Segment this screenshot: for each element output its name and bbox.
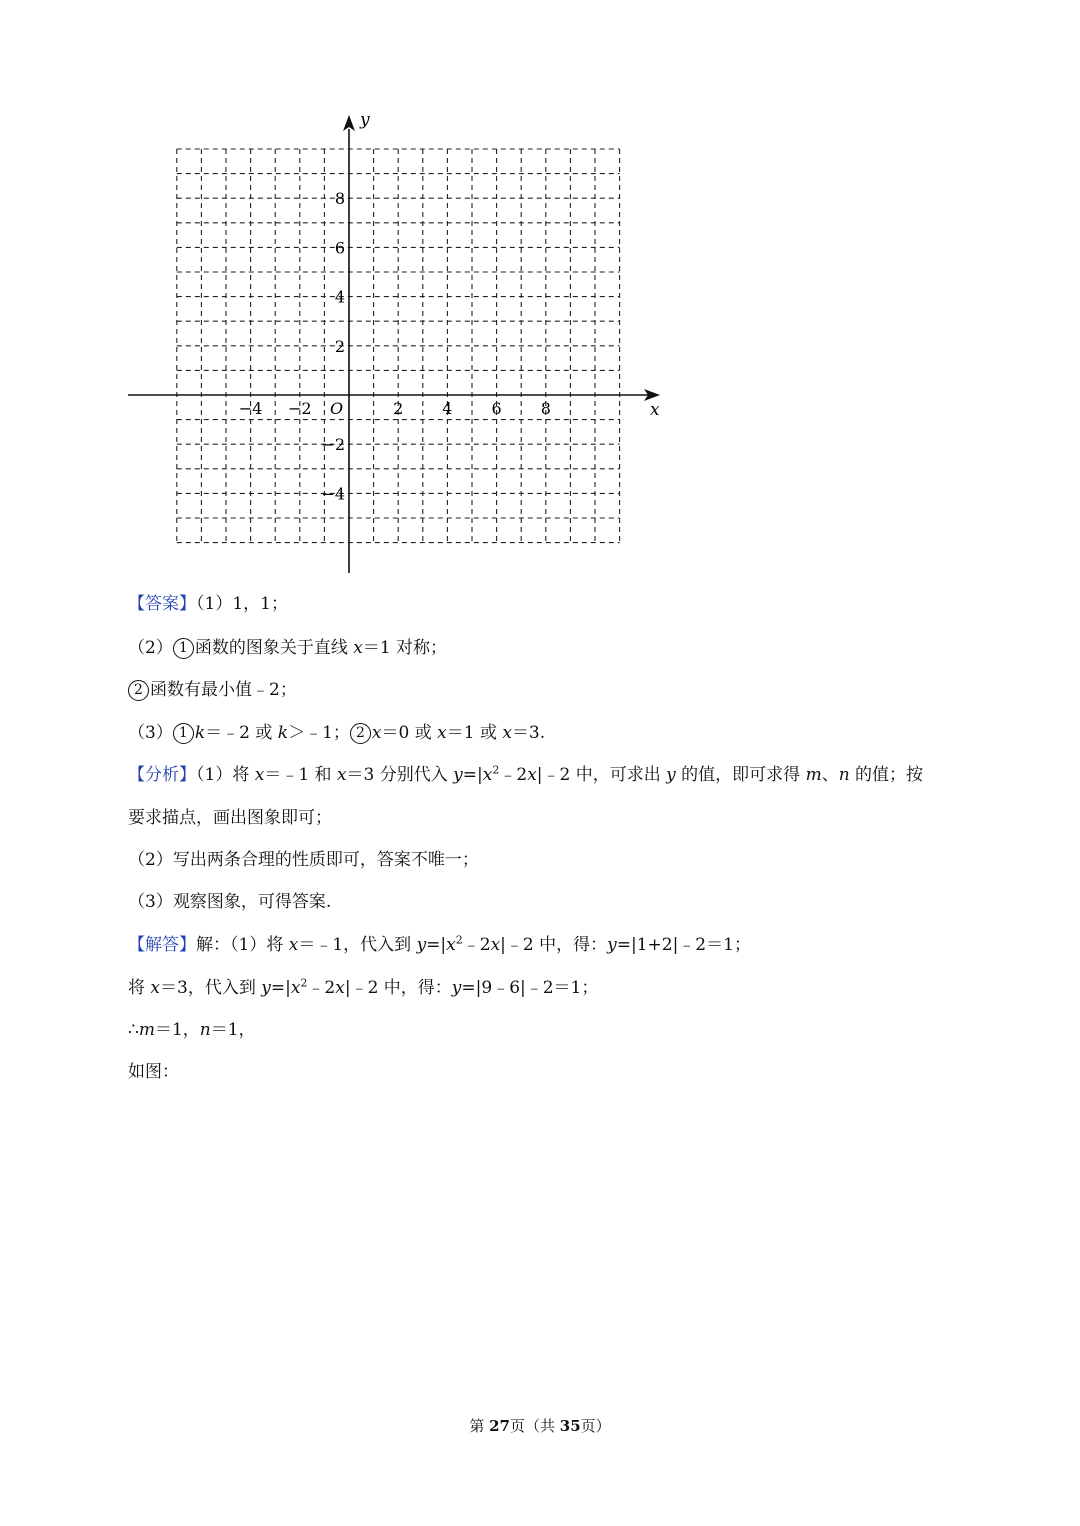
analysis-line-1: 【分析】（1）将 x＝﹣1 和 x＝3 分别代入 $y=|x^2﹣2x|﹣2$ 中，可求出 y 的值，即可求得 m、n 的值；按 — [128, 763, 924, 785]
answer-line-1: 【答案】（1）1，1； — [128, 594, 288, 614]
y-tick-label: 6 — [334, 238, 345, 258]
dashed-grid — [177, 149, 620, 543]
coordinate-grid — [120, 105, 680, 580]
y-tick-label: 8 — [334, 189, 345, 209]
x-axis-label: x — [650, 400, 660, 420]
y-tick-label: 2 — [334, 336, 345, 356]
solution-line-2: 将 x＝3，代入到 $y=|x^2﹣2x|﹣2$ 中，得：y=|9﹣6|﹣2＝1； — [128, 976, 599, 998]
analysis-line-3: （2）写出两条合理的性质即可，答案不唯一； — [128, 850, 479, 870]
answer-line-2: （2） 1 函数的图象关于直线 x＝1 对称； — [128, 638, 448, 658]
x-tick-label: 2 — [393, 399, 404, 418]
page-number: 27 — [489, 1417, 510, 1435]
x-tick-label: 6 — [491, 399, 502, 418]
x-tick-label: 4 — [442, 399, 453, 418]
y-tick-label: −2 — [321, 435, 345, 455]
analysis-tag: 【分析】 — [128, 765, 196, 785]
x-tick-label: −4 — [238, 399, 263, 418]
page-total: 35 — [559, 1417, 581, 1435]
analysis-line-2: 要求描点，画出图象即可； — [128, 808, 332, 828]
y-tick-label: 4 — [334, 287, 345, 307]
origin-label: O — [330, 399, 344, 418]
x-tick-label: 8 — [540, 399, 551, 418]
axes — [128, 115, 660, 573]
y-axis-arrow — [343, 115, 355, 131]
answer-tag: 【答案】 — [128, 594, 196, 614]
answer-line-4: （3） 1 k＝﹣2 或 k＞﹣1； 2 x＝0 或 x＝1 或 x＝3. — [128, 723, 546, 743]
solution-tag: 【解答】 — [128, 935, 196, 955]
solution-line-1: 【解答】解：（1）将 x＝﹣1，代入到 $y=|x^2﹣2x|﹣2$ 中，得：y=|1+2|﹣2＝1； — [128, 933, 751, 955]
solution-line-4: 如图： — [128, 1062, 179, 1082]
circled-number-2: 2 — [128, 680, 149, 701]
page-footer: 第 27页（共 35页） — [469, 1417, 611, 1435]
analysis-line-4: （3）观察图象，可得答案. — [128, 892, 332, 912]
circled-number-1: 1 — [173, 638, 194, 659]
y-axis-label: y — [360, 110, 370, 130]
x-tick-label: −2 — [288, 399, 312, 418]
answer-line-3: 2 函数有最小值﹣2； — [128, 678, 297, 702]
y-tick-label: −4 — [321, 484, 345, 504]
circled-number-1: 1 — [173, 723, 194, 744]
solution-line-3: ∴m＝1，n＝1， — [128, 1020, 256, 1040]
circled-number-2: 2 — [350, 723, 371, 744]
